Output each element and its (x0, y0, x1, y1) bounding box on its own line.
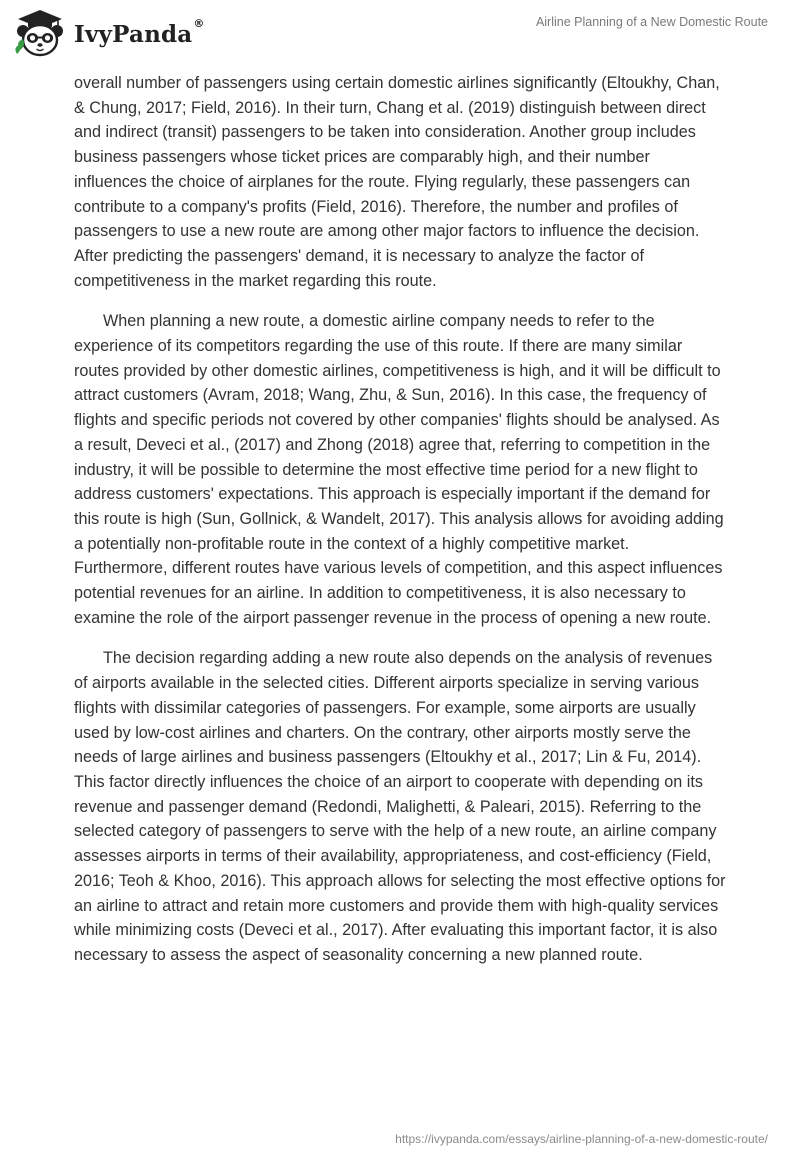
ivypanda-logo[interactable] (14, 8, 205, 58)
panda-graduate-icon (14, 8, 66, 58)
paragraph: overall number of passengers using certain domestic airlines significantly (Eltoukhy, Chan, & Chung, 2017; Field, 2016). In their turn, Chang et al. (2019) distinguish between direct and indirect (transit) passengers to be taken into consideration. Another group includes business passengers whose ticket prices are comparably high, and their number influences the choice of airplanes for the route. Flying regularly, these passengers can contribute to a company's profits (Field, 2016). Therefore, the number and profiles of passengers to use a new route are among other major factors to influence the decision. After predicting the passengers' demand, it is necessary to analyze the factor of competitiveness in the market regarding this route. (74, 74, 720, 290)
registered-mark: ® (193, 16, 205, 30)
running-title: Airline Planning of a New Domestic Route (535, 15, 768, 29)
page-header (0, 0, 800, 70)
essay-body (74, 71, 726, 984)
paragraph: The decision regarding adding a new route also depends on the analysis of revenues of airports available in the selected cities. Different airports specialize in serving various flights with dissimilar categories of passengers. For example, some airports are usually used by low-cost airlines and charters. On the contrary, other airports mostly serve the needs of large airlines and business passengers (Eltoukhy et al., 2017; Lin & Fu, 2014). This factor directly influences the choice of an airport to cooperate with depending on its revenue and passenger demand (Redondi, Malighetti, & Paleari, 2015). Referring to the selected category of passengers to serve with the help of a new route, an airline company assesses airports in terms of their availability, appropriateness, and cost-efficiency (Field, 2016; Teoh & Khoo, 2016). This approach allows for selecting the most effective options for an airline to attract and retain more customers and provide them with high-quality services while minimizing costs (Deveci et al., 2017). After evaluating this important factor, it is also necessary to assess the aspect of seasonality concerning a new planned route. (74, 649, 726, 964)
brand-name: IvyPanda® (74, 16, 205, 48)
paragraph: When planning a new route, a domestic airline company needs to refer to the experience of its competitors regarding the use of this route. If there are many similar routes provided by other domestic airlines, competitiveness is high, and it will be difficult to attract customers (Avram, 2018; Wang, Zhu, & Sun, 2016). In this case, the frequency of flights and specific periods not covered by other companies' flights should be analysed. As a result, Deveci et al., (2017) and Zhong (2018) agree that, referring to competition in the industry, it will be possible to determine the most effective time period for a new flight to address customers' expectations. This approach is especially important if the demand for this route is high (Sun, Gollnick, & Wandelt, 2017). This analysis allows for avoiding adding a potentially non-profitable route in the context of a highly competitive market. Furthermore, different routes have various levels of competition, and this aspect influences potential revenues for an airline. In addition to competitiveness, it is also necessary to examine the role of the airport passenger revenue in the process of opening a new route. (74, 312, 724, 627)
source-url[interactable]: https://ivypanda.com/essays/airline-planning-of-a-new-domestic-route/ (395, 1132, 768, 1146)
